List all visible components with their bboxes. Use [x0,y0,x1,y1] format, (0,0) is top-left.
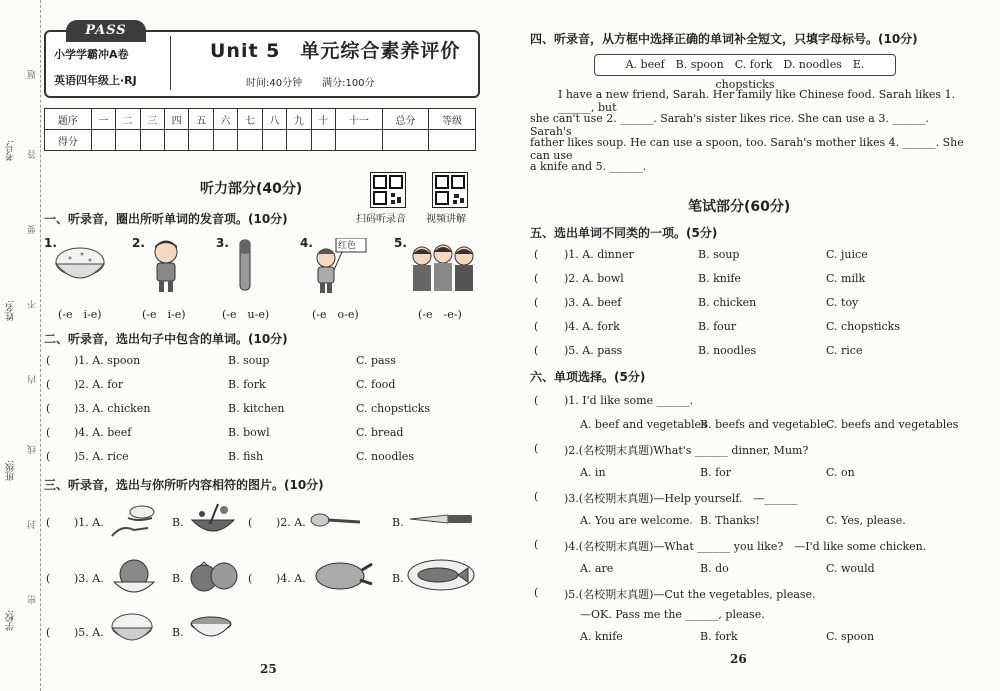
option-c: C. milk [826,272,866,285]
writing-heading: 笔试部分(60分) [688,199,791,215]
header-divider [170,36,171,90]
gutter-seal-2: 答 [28,150,38,159]
choice-option[interactable]: A. beef and vegetables [580,418,707,431]
page-number-left: 25 [260,662,277,676]
s3-q1-b: B. [172,516,184,529]
s3-q2-label: )2. A. [276,516,306,529]
question-stem: )4.(名校期末真题)—What ______ you like? —I'd like some chicken. [564,540,927,553]
answer-paren[interactable]: ( [46,354,51,367]
score-entry-cell[interactable] [116,130,140,151]
question-stem-reply: —OK. Pass me the ______, please. [580,608,765,621]
section-5-title: 五、选出单词不同类的一项。(5分) [530,226,718,240]
story-line-2: she can't use 2. ______. Sarah's sister likes rice. She can use a 3. ______. Sarah's [530,112,929,138]
answer-paren[interactable]: ( [534,248,539,261]
answer-paren[interactable]: ( [534,394,539,407]
question-stem: )3.(名校期末真题)—Help yourself. —______ [564,492,798,505]
s1-num-5: 5. [394,236,407,250]
score-header-cell: 八 [262,109,286,130]
choice-option[interactable]: B. beefs and vegetable [700,418,827,431]
fish-plate-icon [406,558,476,592]
section-2-title: 二、听录音，选出句子中包含的单词。(10分) [44,332,288,346]
s3-q3-paren[interactable]: ( [46,572,51,585]
score-entry-cell[interactable] [336,130,383,151]
page-number-right: 26 [730,652,747,666]
option-b: B. soup [698,248,740,261]
score-entry-cell[interactable] [311,130,335,151]
option-c: C. food [356,378,396,391]
score-entry-cell[interactable] [287,130,311,151]
question-option-a: )2. A. bowl [564,272,624,285]
score-header-cell: 六 [213,109,237,130]
choice-option[interactable]: A. knife [580,630,623,643]
choice-option[interactable]: B. for [700,466,732,479]
answer-paren[interactable]: ( [534,586,539,599]
score-header-cell: 十一 [336,109,383,130]
score-entry-cell[interactable] [382,130,429,151]
answer-paren[interactable]: ( [534,296,539,309]
s1-num-2: 2. [132,236,145,250]
s1-option-3[interactable]: (-e u-e) [222,308,270,321]
score-row-sections [45,109,476,130]
glue-stick-icon [234,238,256,292]
choice-option[interactable]: C. would [826,562,875,575]
binding-gutter [0,0,41,691]
choice-option[interactable]: B. do [700,562,729,575]
story-line-1: I have a new friend, Sarah. Her family like Chinese food. Sarah likes 1. ______, but [558,88,956,114]
s1-num-4: 4. [300,236,313,250]
option-c: C. bread [356,426,404,439]
soup-bowl-icon [188,614,234,644]
s3-q1-paren[interactable]: ( [46,516,51,529]
exam-title: Unit 5 单元综合素养评价 [210,40,461,62]
question-option-a: )4. A. beef [74,426,132,439]
s1-option-4[interactable]: (-e o-e) [312,308,359,321]
option-c: C. chopsticks [356,402,430,415]
score-header-cell: 十 [311,109,335,130]
time-score: 时间:40分钟 满分:100分 [246,78,375,89]
gutter-seal-8: 密 [28,595,38,604]
option-b: B. noodles [698,344,757,357]
score-entry-cell[interactable] [91,130,115,151]
score-header-cell: 一 [91,109,115,130]
option-b: B. kitchen [228,402,285,415]
answer-paren[interactable]: ( [534,344,539,357]
gutter-seal-3: 要 [28,225,38,234]
story-line-3: father likes soup. He can use a spoon, too. Sarah's mother likes 4. ______. She can use [530,136,964,162]
score-entry-cell[interactable] [262,130,286,151]
option-c: C. toy [826,296,859,309]
pass-badge: PASS [66,20,146,42]
qr-label-audio: 扫码听录音 [356,214,406,225]
gutter-seal-4: 不 [28,300,38,309]
choice-option[interactable]: C. Yes, please. [826,514,906,527]
choice-option[interactable]: A. in [580,466,606,479]
answer-paren[interactable]: ( [534,538,539,551]
score-header-cell: 总分 [382,109,429,130]
tomato-bowl-icon [108,556,158,598]
choice-option[interactable]: A. You are welcome. [580,514,693,527]
section-1-title: 一、听录音，圈出所听单词的发音项。(10分) [44,212,288,226]
question-option-a: )1. A. spoon [74,354,141,367]
s3-q2-paren[interactable]: ( [248,516,253,529]
question-stem: )1. I'd like some ______. [564,394,694,407]
s3-q3-b: B. [172,572,184,585]
option-b: B. bowl [228,426,270,439]
score-header-cell: 三 [140,109,164,130]
answer-paren[interactable]: ( [534,442,539,455]
gutter-id: 考号: [6,140,16,162]
option-b: B. chicken [698,296,757,309]
option-c: C. noodles [356,450,415,463]
score-header-cell: 等级 [429,109,476,130]
s3-q3-label: )3. A. [74,572,104,585]
score-entry-cell[interactable] [164,130,188,151]
answer-paren[interactable]: ( [534,272,539,285]
hands-passing-bowl-icon [108,500,164,542]
choice-option[interactable]: C. beefs and vegetables [826,418,959,431]
qr-label-video: 视频讲解 [426,214,466,225]
rice-bowl-icon [52,244,108,288]
question-option-a: )3. A. beef [564,296,622,309]
listening-heading: 听力部分(40分) [200,181,303,197]
gutter-school: 学校: [6,610,16,632]
choice-option[interactable]: B. fork [700,630,738,643]
gutter-seal-6: 线 [28,445,38,454]
question-option-a: )2. A. for [74,378,124,391]
score-entry-cell[interactable] [238,130,262,151]
gutter-name: 姓名: [6,300,16,322]
s3-q1-label: )1. A. [74,516,104,529]
answer-paren[interactable]: ( [46,426,51,439]
answer-paren[interactable]: ( [534,320,539,333]
gutter-seal-1: 题 [28,70,38,79]
choice-option[interactable]: C. on [826,466,855,479]
score-header-cell: 七 [238,109,262,130]
score-entry-cell[interactable] [189,130,213,151]
s3-q4-paren[interactable]: ( [248,572,253,585]
question-option-a: )3. A. chicken [74,402,151,415]
knife-icon [408,510,474,528]
option-b: B. four [698,320,737,333]
question-stem: )2.(名校期末真题)What's ______ dinner, Mum? [564,444,809,457]
score-header-cell: 题序 [45,109,92,130]
s3-q5-label: )5. A. [74,626,104,639]
word-choice-box: A. beef B. spoon C. fork D. noodles E. chopsticks [594,54,896,76]
score-table [44,108,476,151]
question-option-a: )1. A. dinner [564,248,634,261]
score-entry-cell[interactable] [429,130,476,151]
choice-option[interactable]: C. spoon [826,630,875,643]
roast-chicken-icon [310,556,376,592]
answer-paren[interactable]: ( [534,490,539,503]
spoon-icon [310,510,362,530]
score-row-scores [45,130,476,151]
series-name: 小学学霸冲A卷 [54,48,129,61]
option-b: B. fork [228,378,266,391]
s1-num-3: 3. [216,236,229,250]
s1-option-2[interactable]: (-e i-e) [142,308,186,321]
score-entry-cell[interactable] [213,130,237,151]
option-c: C. chopsticks [826,320,900,333]
score-header-cell: 四 [164,109,188,130]
rice-bowl-small-icon [108,610,156,650]
story-line-4: a knife and 5. ______. [530,160,647,173]
question-option-a: )5. A. pass [564,344,623,357]
s3-q5-paren[interactable]: ( [46,626,51,639]
s3-q5-b: B. [172,626,184,639]
section-6-title: 六、单项选择。(5分) [530,370,646,384]
score-entry-cell[interactable] [140,130,164,151]
gutter-seal-5: 内 [28,375,38,384]
grade-label: 英语四年级上·RJ [54,74,137,87]
option-c: C. juice [826,248,868,261]
boy-icon [148,238,184,294]
score-row-label: 得分 [45,130,92,151]
section-4-title: 四、听录音，从方框中选择正确的单词补全短文，只填字母标号。(10分) [530,32,918,46]
option-c: C. pass [356,354,396,367]
tomatoes-icon [188,556,240,598]
choice-option[interactable]: B. Thanks! [700,514,760,527]
option-b: B. soup [228,354,270,367]
stirring-bowl-icon [188,500,238,542]
option-b: B. knife [698,272,741,285]
s3-q4-b: B. [392,572,404,585]
qr-code-video[interactable] [432,172,468,208]
score-header-cell: 二 [116,109,140,130]
choice-option[interactable]: A. are [580,562,614,575]
section-3-title: 三、听录音，选出与你所听内容相符的图片。(10分) [44,478,324,492]
s1-option-5[interactable]: (-e -e-) [418,308,462,321]
question-stem: )5.(名校期末真题)—Cut the vegetables, please. [564,588,816,601]
score-header-cell: 五 [189,109,213,130]
qr-code-audio[interactable] [370,172,406,208]
option-c: C. rice [826,344,863,357]
question-option-a: )5. A. rice [74,450,129,463]
s3-q2-b: B. [392,516,404,529]
gutter-seal-7: 封 [28,520,38,529]
group-of-kids-icon [410,242,476,292]
answer-paren[interactable]: ( [46,450,51,463]
s3-q4-label: )4. A. [276,572,306,585]
score-header-cell: 九 [287,109,311,130]
s1-option-1[interactable]: (-e i-e) [58,308,102,321]
red-sign-text: 红色 [338,241,357,251]
answer-paren[interactable]: ( [46,402,51,415]
answer-paren[interactable]: ( [46,378,51,391]
gutter-class: 班级: [6,460,16,482]
option-b: B. fish [228,450,264,463]
s1-num-1: 1. [44,236,57,250]
question-option-a: )4. A. fork [564,320,620,333]
